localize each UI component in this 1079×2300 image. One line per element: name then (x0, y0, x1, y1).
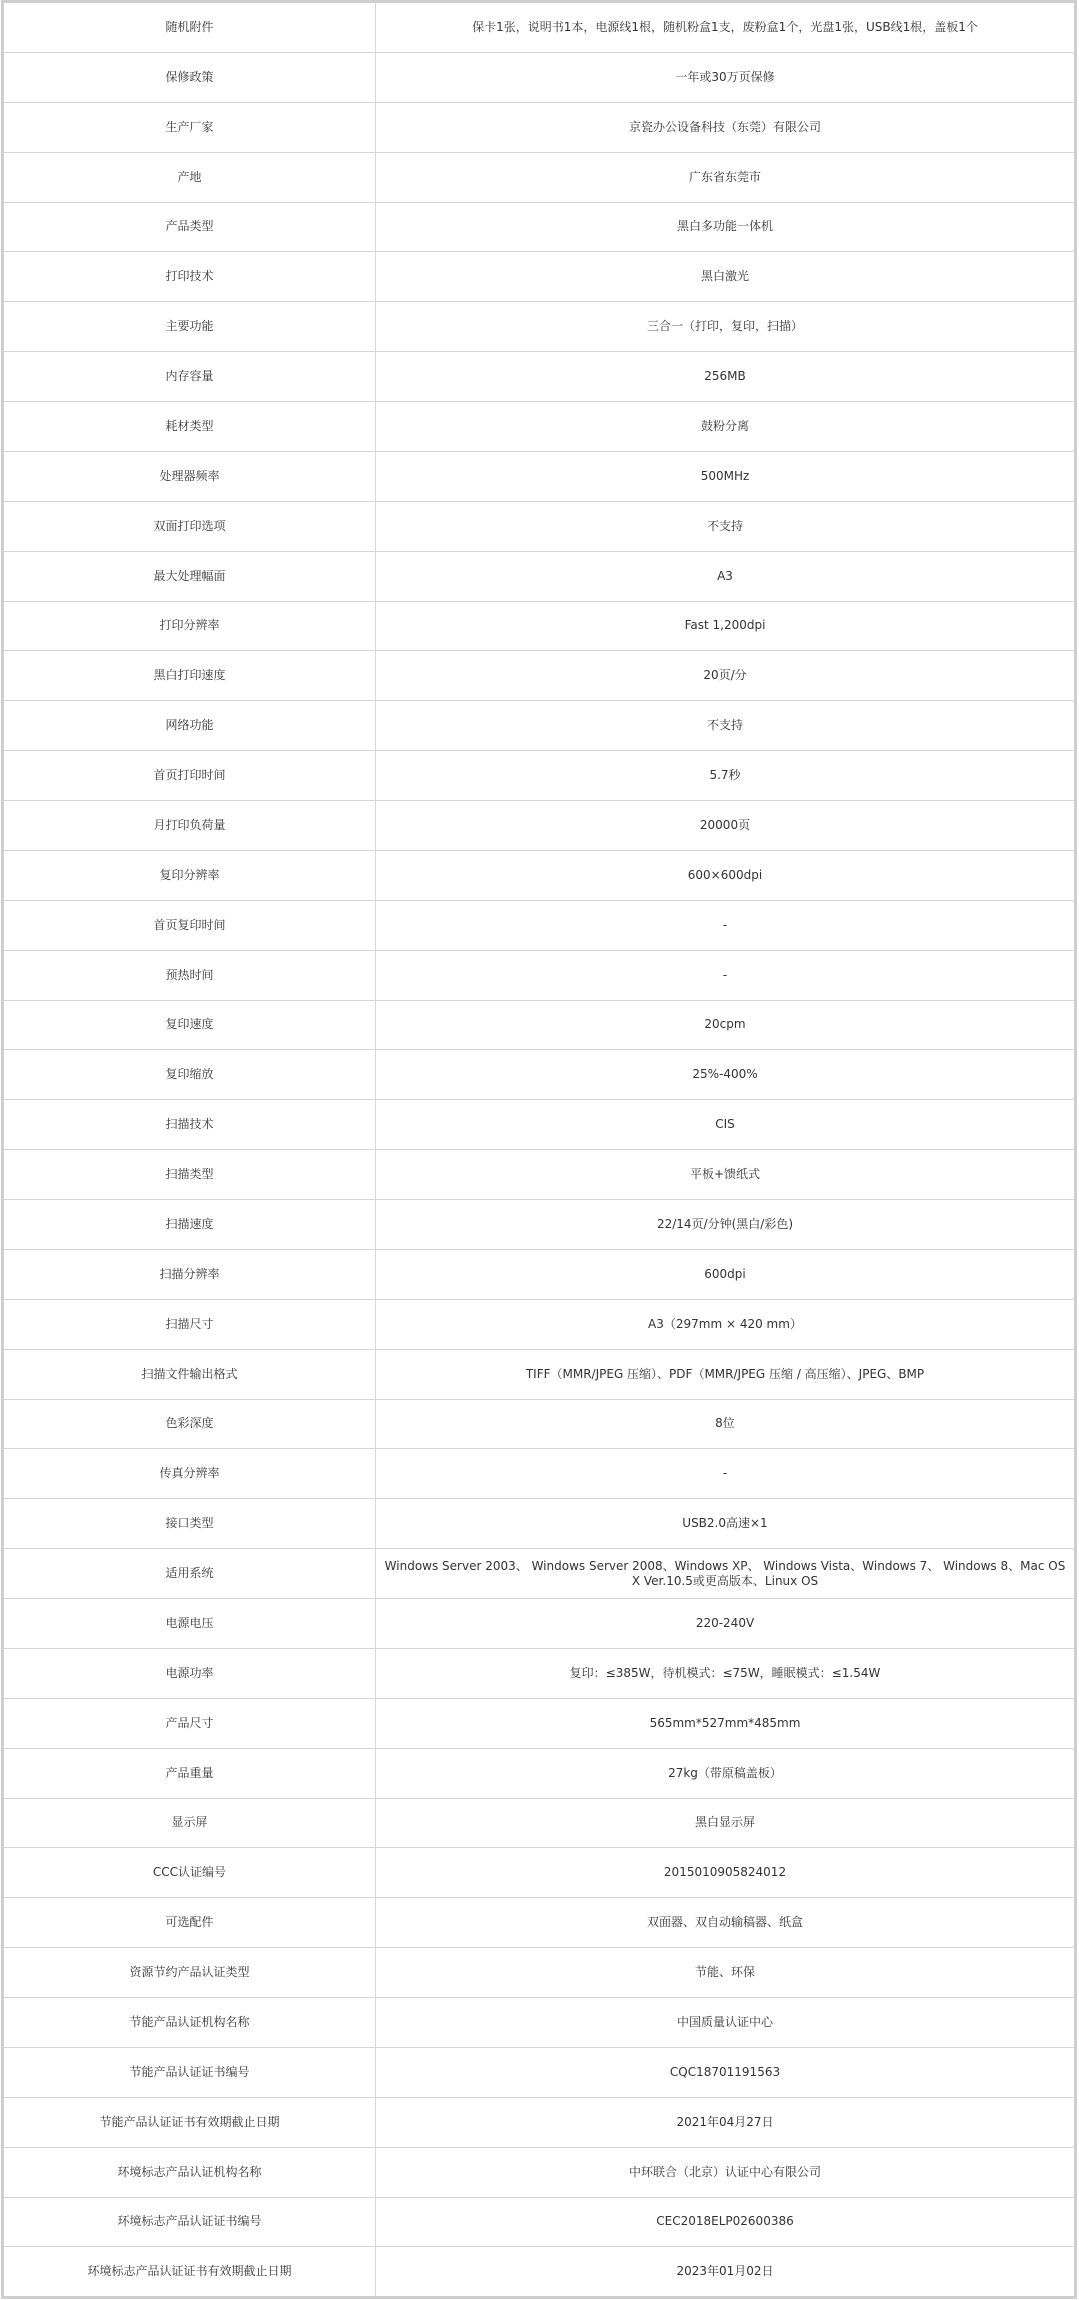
spec-value: 2023年01月02日 (676, 2264, 774, 2279)
spec-value: 256MB (704, 369, 746, 384)
table-row (4, 3, 1074, 53)
spec-label: 节能产品认证证书有效期截止日期 (4, 2098, 376, 2147)
spec-label: 产地 (4, 153, 376, 202)
table-row (4, 701, 1074, 751)
spec-value: Fast 1,200dpi (684, 618, 766, 633)
table-row (4, 2048, 1074, 2098)
spec-label: 打印分辨率 (4, 602, 376, 651)
table-row (4, 1400, 1074, 1450)
table-row (4, 1848, 1074, 1898)
spec-value: Windows Server 2003、 Windows Server 2008、Windows XP、 Windows Vista、Windows 7、 Windows 8、Mac OS X Ver.10.5或更高版本、Linux OS (384, 1558, 1066, 1588)
spec-value: 保卡1张，说明书1本，电源线1根，随机粉盒1支，废粉盒1个，光盘1张，USB线1根，盖板1个 (472, 19, 978, 34)
spec-label: 预热时间 (4, 951, 376, 1000)
spec-label: 产品类型 (4, 203, 376, 252)
spec-label: 产品重量 (4, 1749, 376, 1798)
spec-label: 生产厂家 (4, 103, 376, 152)
spec-value: TIFF（MMR/JPEG 压缩）、PDF（MMR/JPEG 压缩 / 高压缩）、JPEG、BMP (525, 1366, 925, 1381)
spec-value: 三合一（打印，复印，扫描） (646, 319, 803, 334)
table-row (4, 851, 1074, 901)
spec-label: 首页复印时间 (4, 901, 376, 950)
table-row (4, 1449, 1074, 1499)
table-row (4, 901, 1074, 951)
table-row (4, 1549, 1074, 1599)
table-row (4, 602, 1074, 652)
spec-value: A3 (717, 568, 733, 583)
spec-value: 2015010905824012 (663, 1865, 787, 1880)
table-row (4, 1998, 1074, 2048)
spec-label: 扫描尺寸 (4, 1300, 376, 1349)
spec-value: 京瓷办公设备科技（东莞）有限公司 (628, 119, 821, 134)
spec-label: 接口类型 (4, 1499, 376, 1548)
spec-value: 不支持 (706, 718, 743, 733)
table-row (4, 1050, 1074, 1100)
spec-value: CEC2018ELP02600386 (656, 2214, 794, 2229)
spec-value: 27kg（带原稿盖板） (668, 1765, 782, 1780)
spec-label: 环境标志产品认证证书编号 (4, 2198, 376, 2247)
table-row (4, 1599, 1074, 1649)
spec-value: 22/14页/分钟(黑白/彩色) (656, 1216, 794, 1231)
spec-label: 适用系统 (4, 1549, 376, 1598)
spec-label: 网络功能 (4, 701, 376, 750)
spec-label: 月打印负荷量 (4, 801, 376, 850)
table-row (4, 801, 1074, 851)
table-row (4, 2198, 1074, 2248)
spec-label: 最大处理幅面 (4, 552, 376, 601)
spec-value: 鼓粉分离 (700, 418, 749, 433)
spec-value: - (722, 1466, 728, 1481)
table-row (4, 1898, 1074, 1948)
table-row (4, 352, 1074, 402)
spec-label: 打印技术 (4, 252, 376, 301)
spec-label: 资源节约产品认证类型 (4, 1948, 376, 1997)
table-row (4, 203, 1074, 253)
spec-value: - (722, 967, 728, 982)
spec-label: 复印速度 (4, 1001, 376, 1050)
table-row (4, 1001, 1074, 1051)
table-row (4, 1250, 1074, 1300)
spec-value: 20000页 (699, 817, 751, 832)
table-row (4, 1499, 1074, 1549)
spec-value: 一年或30万页保修 (675, 69, 775, 84)
spec-value: 5.7秒 (709, 768, 741, 783)
table-row (4, 951, 1074, 1001)
spec-label: 显示屏 (4, 1799, 376, 1848)
spec-value: 黑白激光 (700, 269, 749, 284)
spec-value: 2021年04月27日 (676, 2114, 774, 2129)
spec-value: - (722, 917, 728, 932)
spec-label: 首页打印时间 (4, 751, 376, 800)
spec-value: 复印：≤385W，待机模式：≤75W，睡眠模式：≤1.54W (569, 1665, 881, 1680)
spec-value: 黑白显示屏 (694, 1815, 755, 1830)
table-row (4, 452, 1074, 502)
spec-label: 扫描速度 (4, 1200, 376, 1249)
table-row (4, 1350, 1074, 1400)
spec-value: A3（297mm × 420 mm） (648, 1316, 802, 1331)
table-row (4, 502, 1074, 552)
spec-label: 复印分辨率 (4, 851, 376, 900)
table-row (4, 1200, 1074, 1250)
spec-label: 扫描分辨率 (4, 1250, 376, 1299)
table-row (4, 302, 1074, 352)
spec-label: 扫描文件输出格式 (4, 1350, 376, 1399)
spec-label: 传真分辨率 (4, 1449, 376, 1498)
spec-value: 20页/分 (703, 668, 747, 683)
table-row (4, 1649, 1074, 1699)
spec-label: 扫描类型 (4, 1150, 376, 1199)
table-row (4, 1150, 1074, 1200)
spec-label: 电源功率 (4, 1649, 376, 1698)
table-row (4, 402, 1074, 452)
spec-value: 565mm*527mm*485mm (649, 1715, 801, 1730)
spec-label: 保修政策 (4, 53, 376, 102)
spec-value: 中环联合（北京）认证中心有限公司 (628, 2164, 821, 2179)
spec-value: 8位 (715, 1416, 735, 1431)
table-row (4, 1300, 1074, 1350)
spec-label: 复印缩放 (4, 1050, 376, 1099)
table-row (4, 153, 1074, 203)
spec-label: 色彩深度 (4, 1400, 376, 1449)
spec-value: 20cpm (704, 1017, 746, 1032)
spec-table (1, 0, 1077, 2299)
table-row (4, 1749, 1074, 1799)
spec-label: 主要功能 (4, 302, 376, 351)
table-row (4, 53, 1074, 103)
table-row (4, 103, 1074, 153)
spec-value: CIS (715, 1117, 735, 1132)
table-row (4, 2247, 1074, 2296)
spec-value: 双面器、双自动输稿器、纸盒 (646, 1915, 803, 1930)
spec-label: 随机附件 (4, 3, 376, 52)
spec-label: 扫描技术 (4, 1100, 376, 1149)
table-row (4, 2098, 1074, 2148)
spec-label: 环境标志产品认证机构名称 (4, 2148, 376, 2197)
spec-value: 500MHz (700, 468, 750, 483)
spec-label: 处理器频率 (4, 452, 376, 501)
spec-label: 可选配件 (4, 1898, 376, 1947)
spec-value: 平板+馈纸式 (689, 1167, 761, 1182)
spec-label: 节能产品认证证书编号 (4, 2048, 376, 2097)
spec-value: 不支持 (706, 518, 743, 533)
table-row (4, 751, 1074, 801)
spec-value: CQC18701191563 (669, 2064, 781, 2079)
spec-label: 节能产品认证机构名称 (4, 1998, 376, 2047)
table-row (4, 1699, 1074, 1749)
spec-value: 广东省东莞市 (688, 169, 761, 184)
spec-label: 内存容量 (4, 352, 376, 401)
table-row (4, 552, 1074, 602)
spec-label: 电源电压 (4, 1599, 376, 1648)
spec-value: 220-240V (695, 1615, 755, 1630)
table-row (4, 252, 1074, 302)
spec-label: 产品尺寸 (4, 1699, 376, 1748)
spec-label: 双面打印选项 (4, 502, 376, 551)
spec-value: 600×600dpi (687, 867, 763, 882)
table-row (4, 1799, 1074, 1849)
spec-label: 黑白打印速度 (4, 651, 376, 700)
spec-value: 节能、环保 (694, 1965, 755, 1980)
spec-value: 中国质量认证中心 (676, 2014, 773, 2029)
spec-value: 25%-400% (692, 1067, 758, 1082)
spec-value: 黑白多功能一体机 (676, 219, 773, 234)
table-row (4, 651, 1074, 701)
spec-value: USB2.0高速×1 (682, 1516, 768, 1531)
spec-label: CCC认证编号 (4, 1848, 376, 1897)
table-row (4, 1100, 1074, 1150)
table-row (4, 2148, 1074, 2198)
table-row (4, 1948, 1074, 1998)
spec-label: 耗材类型 (4, 402, 376, 451)
spec-label: 环境标志产品认证证书有效期截止日期 (4, 2247, 376, 2296)
spec-value: 600dpi (704, 1266, 746, 1281)
